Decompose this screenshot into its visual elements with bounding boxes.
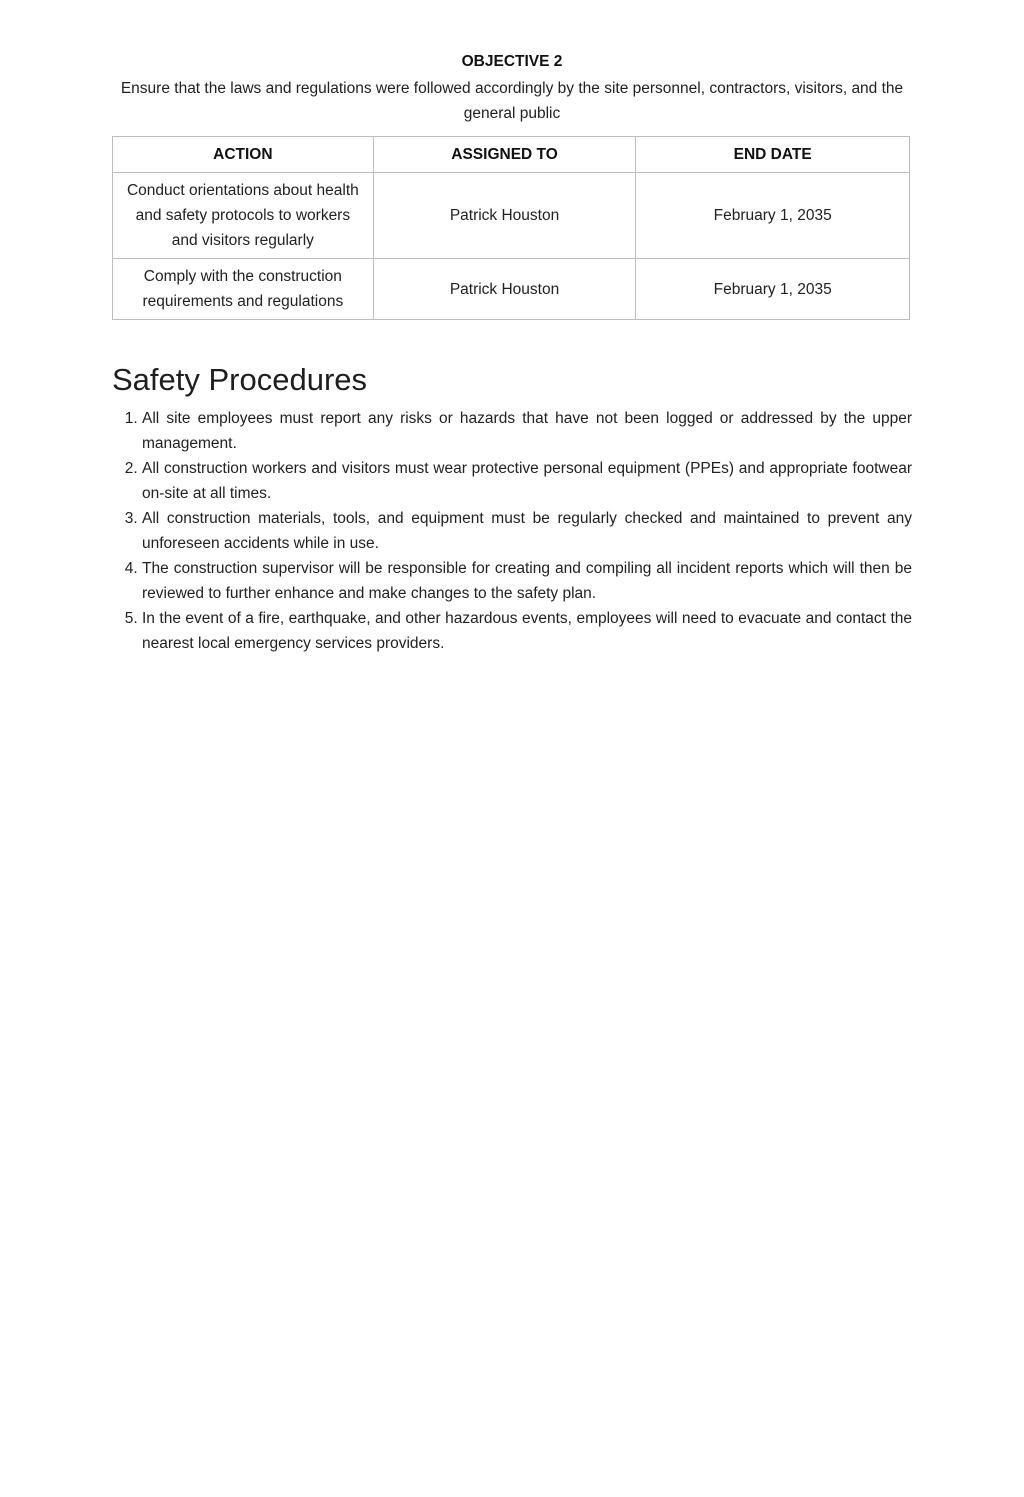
safety-procedures-list: [112, 406, 912, 656]
table-header-row: [113, 137, 910, 173]
objective-description: Ensure that the laws and regulations were followed accordingly by the site personnel, contractors, visitors, and the general public: [120, 80, 904, 122]
cell-end-date: February 1, 2035: [636, 173, 910, 259]
cell-assigned-to: Patrick Houston: [373, 173, 636, 259]
table-row: [113, 173, 910, 259]
header-assigned-to: ASSIGNED TO: [373, 137, 636, 173]
cell-end-date: February 1, 2035: [636, 259, 910, 320]
list-item: 2. All construction workers and visitors must wear protective personal equipment (PPEs) and appropriate footwear on-site at all times.: [142, 456, 912, 506]
header-action: ACTION: [113, 137, 374, 173]
document-page: [0, 51, 1024, 1497]
cell-action: Comply with the construction requirements and regulations: [113, 259, 374, 320]
list-item: 4. The construction supervisor will be responsible for creating and compiling all incident reports which will then be reviewed to further enhance and make changes to the safety plan.: [142, 556, 912, 606]
list-item: 3. All construction materials, tools, and equipment must be regularly checked and maintained to prevent any unforeseen accidents while in use.: [142, 506, 912, 556]
header-end-date: END DATE: [636, 137, 910, 173]
objective-title: OBJECTIVE 2: [461, 53, 563, 70]
cell-assigned-to: Patrick Houston: [373, 259, 636, 320]
list-item: 1. All site employees must report any risks or hazards that have not been logged or addressed by the upper management.: [142, 406, 912, 456]
safety-procedures-heading: Safety Procedures: [112, 362, 368, 397]
list-item: 5. In the event of a fire, earthquake, and other hazardous events, employees will need to evacuate and contact the nearest local emergency services providers.: [142, 606, 912, 656]
table-row: [113, 259, 910, 320]
cell-action: Conduct orientations about health and safety protocols to workers and visitors regularly: [113, 173, 374, 259]
action-table: [112, 136, 910, 320]
